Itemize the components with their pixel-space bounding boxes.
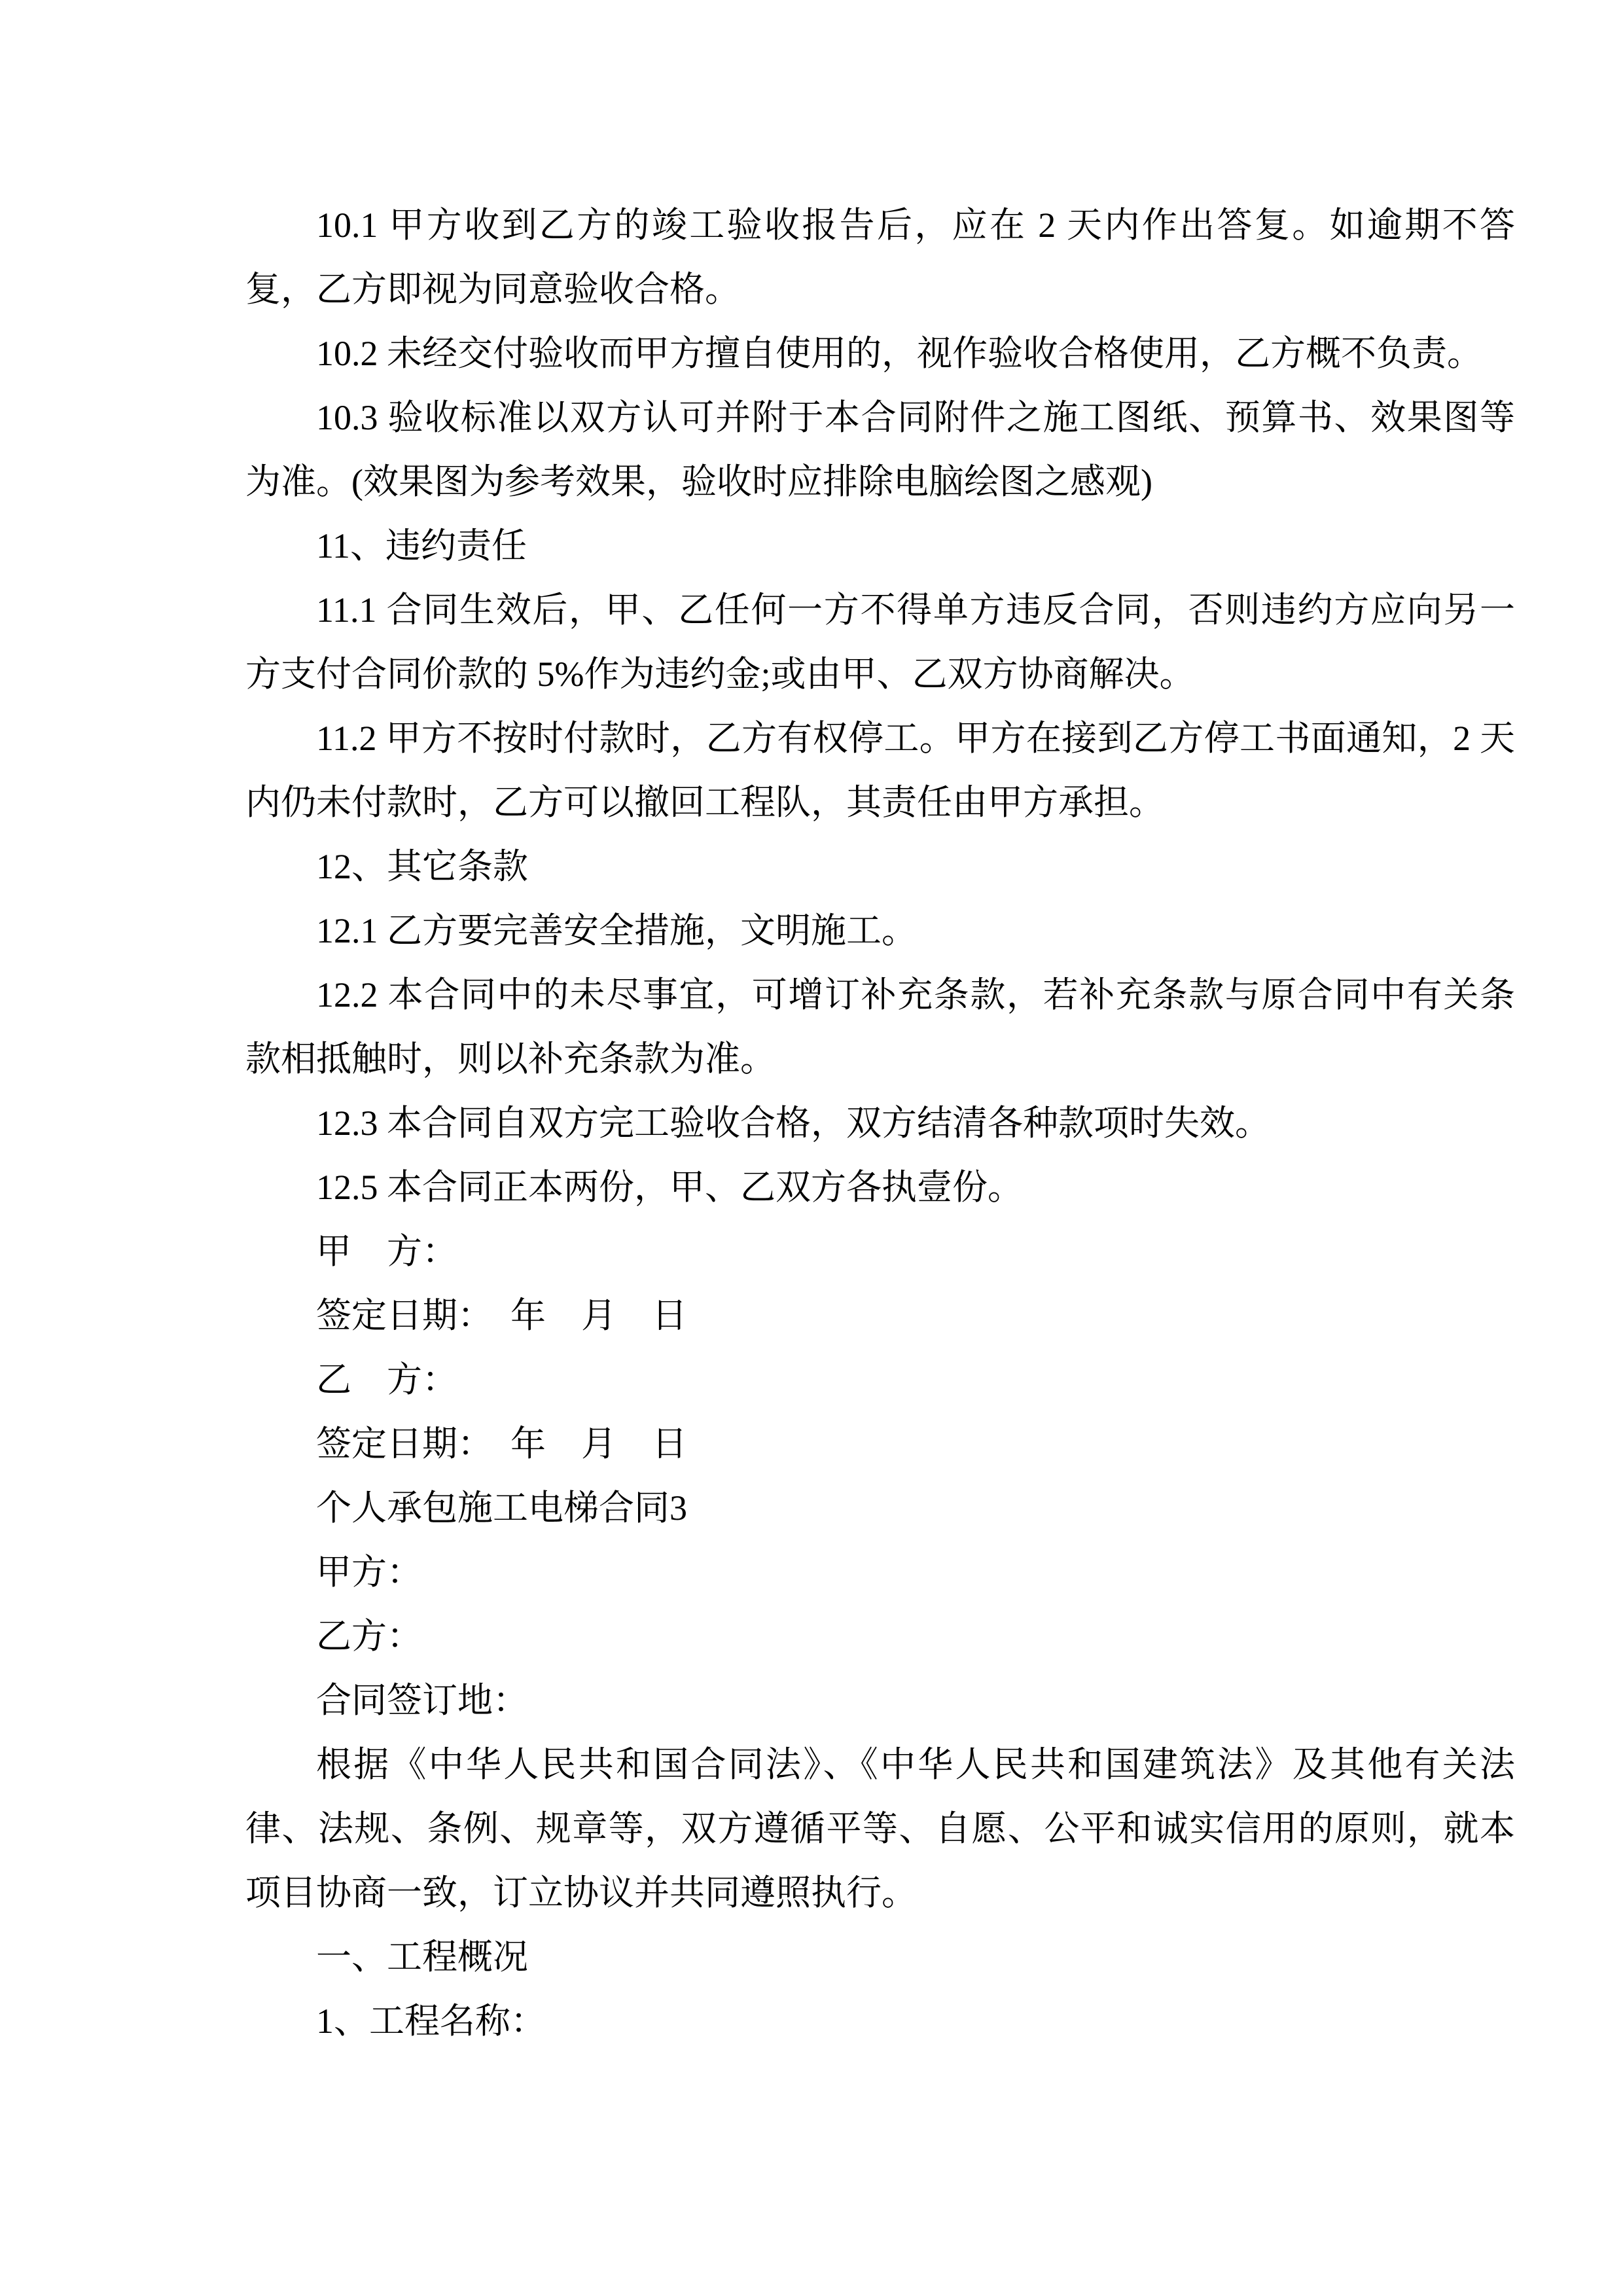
party-a-sign-date-line: 签定日期： 年 月 日 [316,1296,687,1335]
project-name-line: 1、工程名称： [316,2001,546,2041]
clause-10-2: 10.2 未经交付验收而甲方擅自使用的，视作验收合格使用，乙方概不负责。 [316,334,1482,373]
contract-signing-place-line: 合同签订地： [316,1681,528,1720]
clause-12-1: 12.1 乙方要完善安全措施，文明施工。 [316,911,917,950]
clause-11-1: 11.1 合同生效后，甲、乙任何一方不得单方违反合同，否则违约方应向另一方支付合同价款的 5%作为违约金;或由甲、乙双方协商解决。 [245,590,1515,694]
party-b-signature-line: 乙 方： [316,1360,457,1399]
contract-body [245,193,1515,2053]
legal-basis-paragraph: 根据《中华人民共和国合同法》、《中华人民共和国建筑法》及其他有关法律、法规、条例、规章等，双方遵循平等、自愿、公平和诚实信用的原则，就本项目协商一致，订立协议并共同遵照执行。 [245,1745,1515,1912]
section-12-heading: 12、其它条款 [316,847,528,886]
clause-12-2: 12.2 本合同中的未尽事宜，可增订补充条款，若补充条款与原合同中有关条款相抵触时，则以补充条款为准。 [245,975,1515,1079]
clause-11-2: 11.2 甲方不按时付款时，乙方有权停工。甲方在接到乙方停工书面通知，2 天内仍未付款时，乙方可以撤回工程队，其责任由甲方承担。 [245,719,1515,822]
section-11-heading: 11、违约责任 [316,526,527,565]
clause-12-5: 12.5 本合同正本两份，甲、乙双方各执壹份。 [316,1168,1023,1207]
clause-10-3: 10.3 验收标准以双方认可并附于本合同附件之施工图纸、预算书、效果图等为准。(效果图为参考效果，验收时应排除电脑绘图之感观) [245,398,1515,501]
clause-10-1: 10.1 甲方收到乙方的竣工验收报告后，应在 2 天内作出答复。如逾期不答复，乙方即视为同意验收合格。 [245,206,1515,309]
contract-3-title: 个人承包施工电梯合同3 [316,1488,687,1528]
party-a-label: 甲方： [316,1552,422,1592]
party-b-label: 乙方： [316,1617,422,1656]
clause-12-3: 12.3 本合同自双方完工验收合格，双方结清各种款项时失效。 [316,1103,1270,1143]
section-1-project-overview-heading: 一、工程概况 [316,1937,528,1977]
party-a-signature-line: 甲 方： [316,1232,457,1271]
party-b-sign-date-line: 签定日期： 年 月 日 [316,1424,687,1463]
